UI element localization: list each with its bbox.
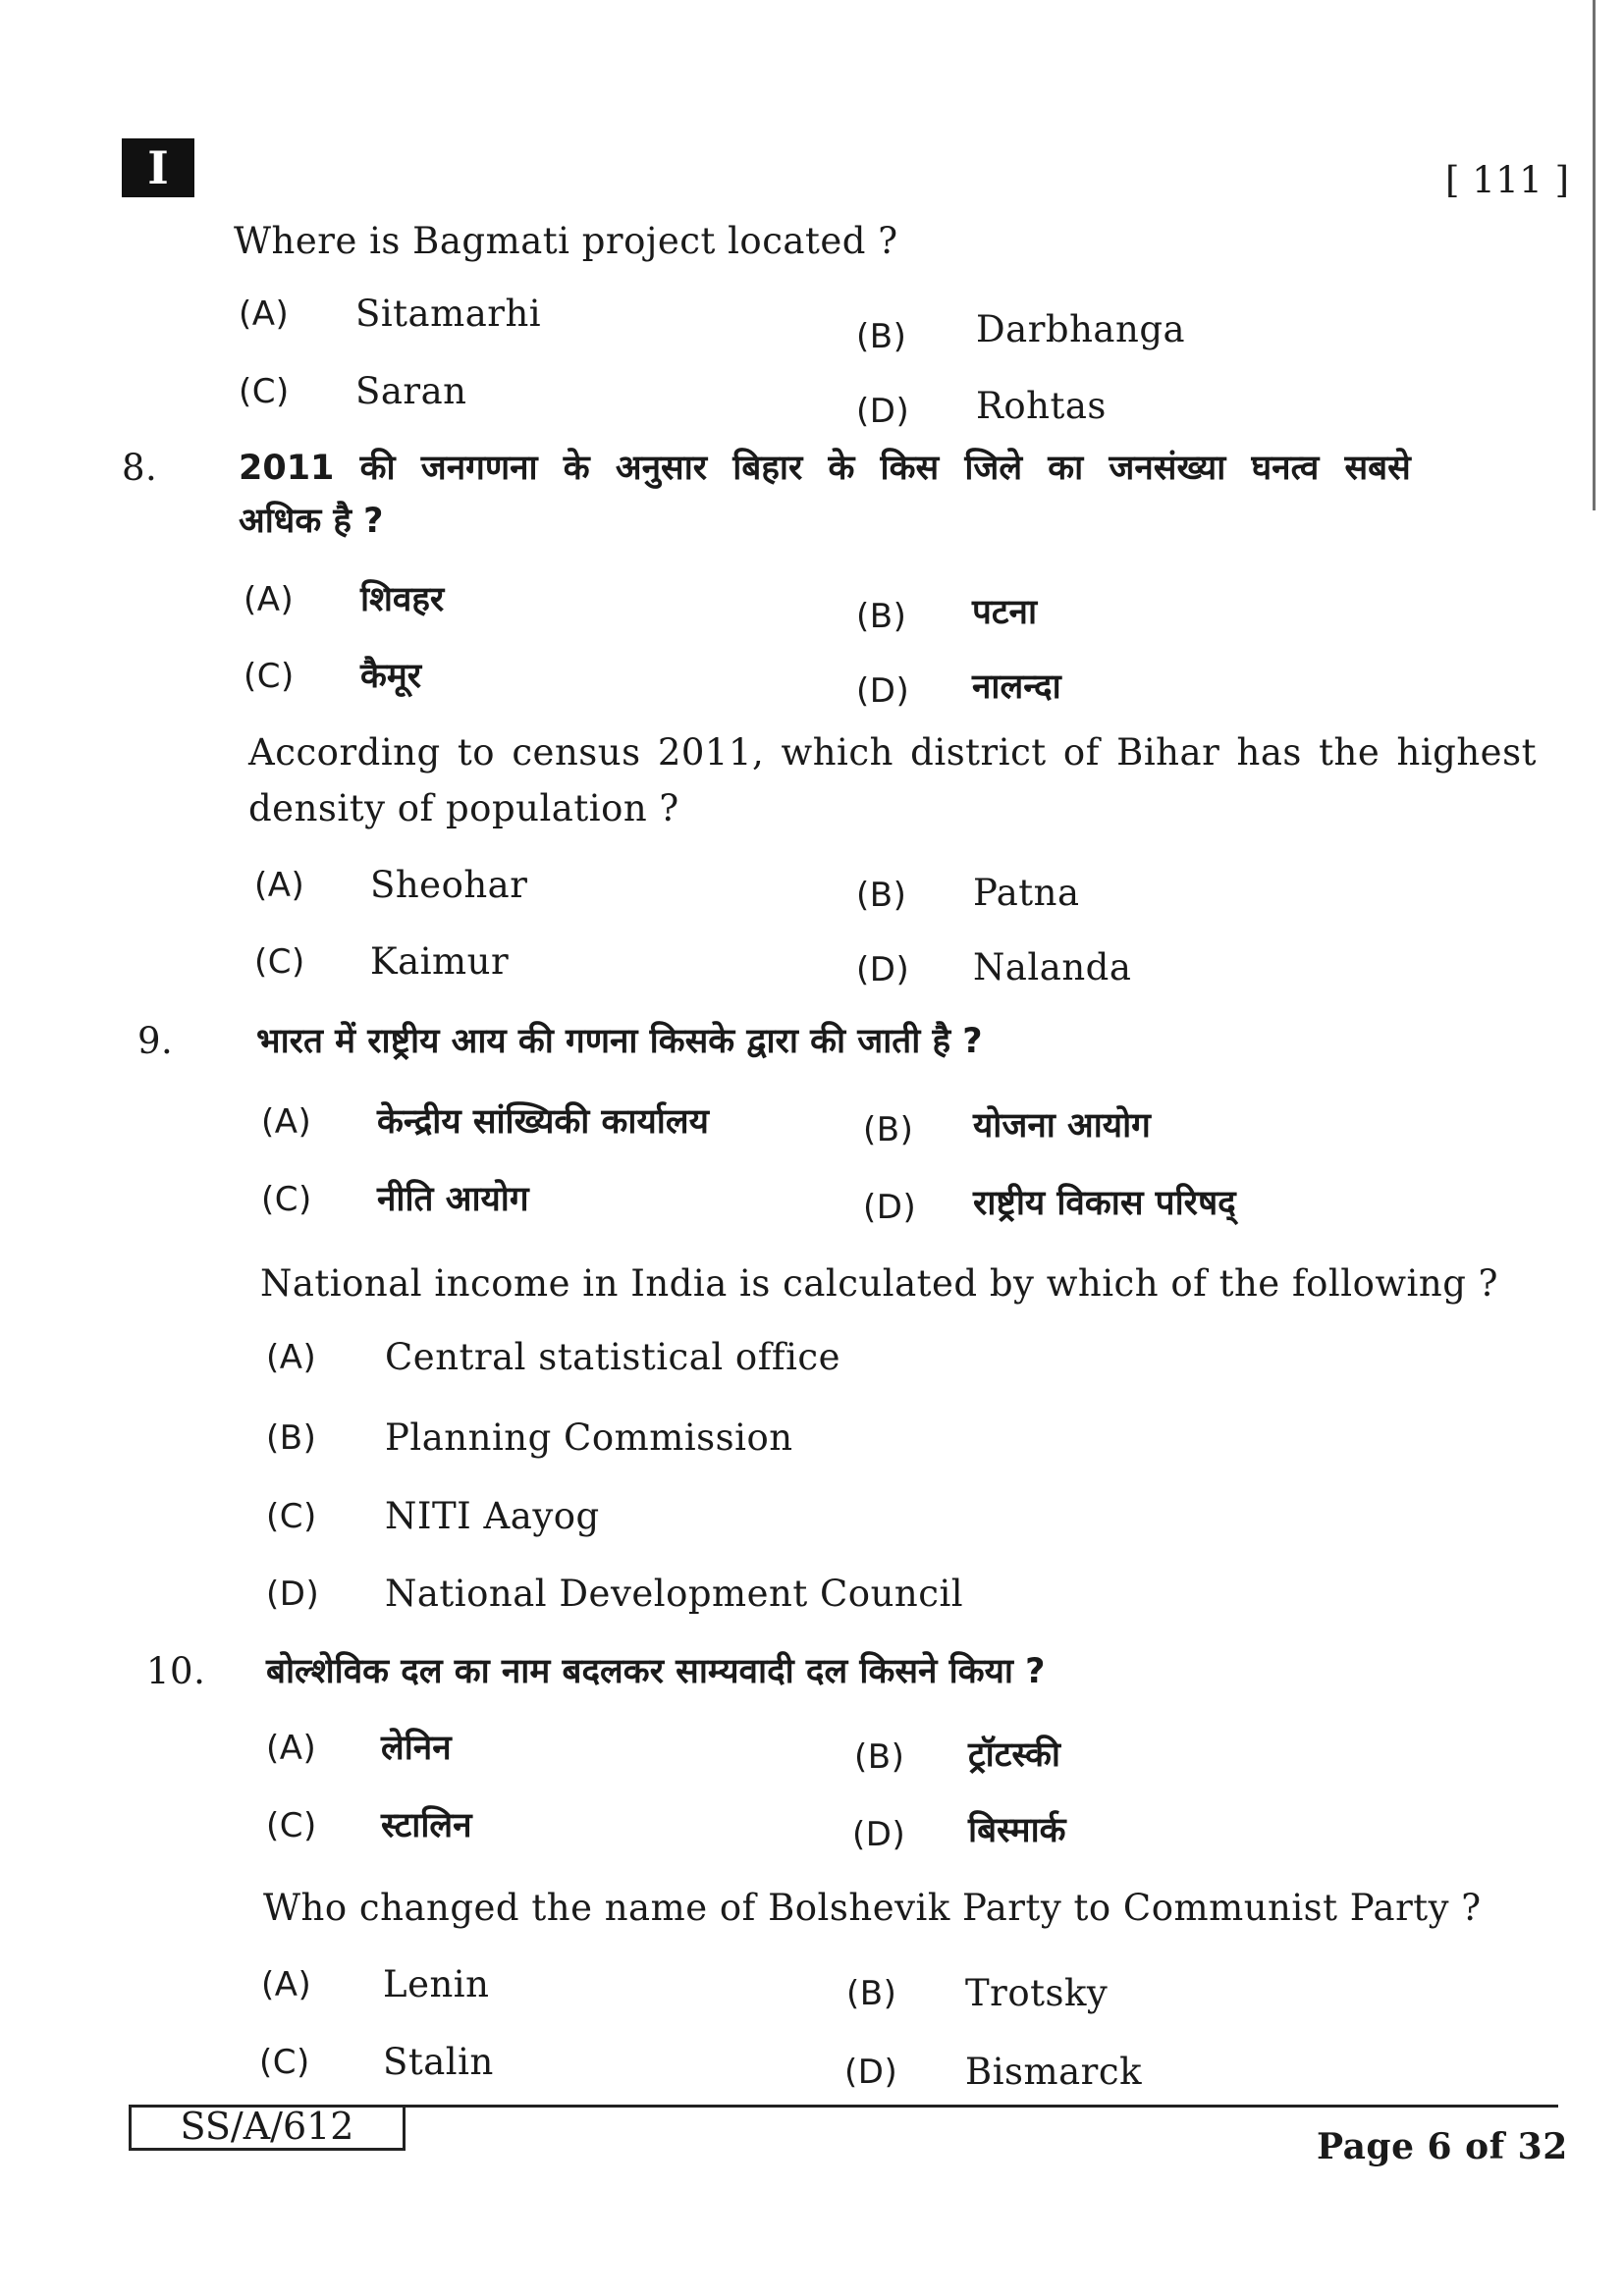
option-label: (C) (239, 372, 290, 411)
option-b: Patna (973, 872, 1080, 914)
question-number: 8. (122, 447, 158, 489)
option-label: (A) (244, 580, 295, 619)
paper-code: SS/A/612 (129, 2105, 406, 2151)
option-d: राष्ट्रीय विकास परिषद् (973, 1184, 1236, 1223)
question-7-en: Where is Bagmati project located ? (234, 220, 898, 262)
option-c: NITI Aayog (385, 1495, 600, 1537)
option-label: (B) (856, 876, 907, 915)
option-b: पटना (972, 593, 1038, 632)
option-b: योजना आयोग (973, 1106, 1151, 1146)
option-label: (D) (852, 1815, 906, 1854)
option-c: Stalin (383, 2041, 494, 2083)
option-label: (D) (856, 950, 910, 989)
option-d: बिस्मार्क (968, 1811, 1066, 1850)
option-label: (A) (254, 866, 305, 905)
option-label: (C) (259, 2043, 310, 2082)
option-b: ट्रॉटस्की (968, 1735, 1060, 1775)
option-label: (A) (261, 1965, 312, 2004)
option-label: (D) (844, 2053, 898, 2092)
option-b: Trotsky (965, 1972, 1109, 2014)
option-label: (D) (856, 671, 910, 711)
option-d: Rohtas (976, 385, 1107, 427)
question-10-en: Who changed the name of Bolshevik Party to Communist Party ? (263, 1887, 1482, 1929)
option-d: National Development Council (385, 1573, 964, 1615)
option-label: (B) (266, 1418, 317, 1458)
option-label: (A) (239, 294, 290, 334)
option-c: Saran (355, 370, 467, 412)
option-label: (A) (266, 1729, 317, 1768)
option-b: Darbhanga (976, 308, 1186, 350)
option-label: (A) (261, 1102, 312, 1142)
question-8-en-line2: density of population ? (248, 787, 679, 829)
option-label: (D) (863, 1188, 917, 1227)
option-b: Planning Commission (385, 1416, 793, 1459)
option-d: Nalanda (973, 946, 1132, 988)
section-badge: I (122, 138, 194, 197)
option-a: Sitamarhi (355, 293, 542, 335)
option-label: (C) (244, 657, 295, 696)
question-10-hi: बोल्शेविक दल का नाम बदलकर साम्यवादी दल किसने किया ? (266, 1652, 1046, 1691)
question-9-hi: भारत में राष्ट्रीय आय की गणना किसके द्वारा की जाती है ? (256, 1022, 983, 1061)
option-d: Bismarck (965, 2051, 1142, 2093)
option-label: (C) (266, 1497, 317, 1536)
option-a: Sheohar (370, 864, 528, 906)
option-d: नालन्दा (972, 667, 1061, 707)
page-code: [ 111 ] (1445, 159, 1570, 201)
option-label: (B) (856, 317, 907, 356)
option-a: केन्द्रीय सांख्यिकी कार्यालय (377, 1102, 709, 1142)
option-label: (D) (856, 392, 910, 431)
question-9-en: National income in India is calculated by which of the following ? (260, 1262, 1498, 1305)
page-number: Page 6 of 32 (1317, 2126, 1568, 2167)
option-label: (B) (854, 1737, 905, 1777)
option-label: (C) (261, 1180, 312, 1219)
option-label: (C) (266, 1806, 317, 1845)
option-label: (D) (266, 1575, 320, 1614)
option-label: (C) (254, 942, 305, 982)
option-label: (B) (863, 1110, 914, 1149)
question-number: 10. (146, 1650, 206, 1692)
question-8-hi: 2011 की जनगणना के अनुसार बिहार के किस जिले का जनसंख्या घनत्व सबसे (239, 449, 1411, 488)
option-c: कैमूर (360, 657, 422, 696)
option-c: नीति आयोग (377, 1180, 529, 1219)
option-a: शिवहर (360, 580, 445, 619)
scan-edge (1593, 0, 1596, 510)
question-8-hi-line2: अधिक है ? (239, 502, 384, 541)
question-number: 9. (137, 1020, 174, 1062)
option-label: (A) (266, 1338, 317, 1377)
question-8-en: According to census 2011, which district of Bihar has the highest (248, 731, 1537, 774)
option-label: (B) (856, 597, 907, 636)
option-a: लेनिन (381, 1729, 452, 1768)
option-c: स्टालिन (381, 1806, 472, 1845)
option-a: Central statistical office (385, 1336, 841, 1378)
option-c: Kaimur (370, 940, 510, 983)
option-label: (B) (846, 1974, 897, 2013)
option-a: Lenin (383, 1963, 490, 2005)
